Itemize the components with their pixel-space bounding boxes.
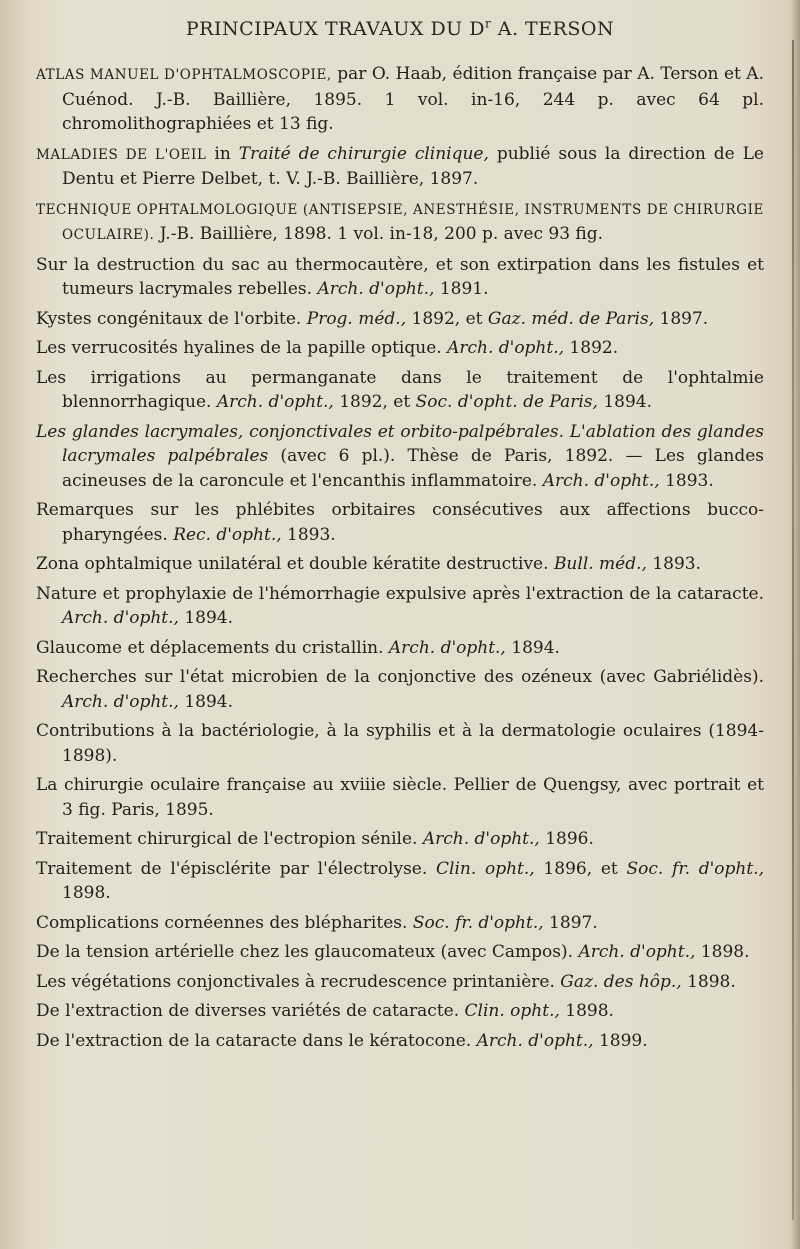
bibliography-entry	[36, 142, 764, 192]
bibliography-entry	[36, 62, 764, 137]
bibliography-entry	[36, 857, 764, 906]
entry-italic: Arch. d'opht.,	[542, 470, 660, 491]
bibliography-entry	[36, 827, 764, 852]
entry-text: Complications cornéennes des blépharites.	[36, 912, 413, 933]
header-name: A. TERSON	[491, 18, 615, 40]
entry-italic: Clin. opht.,	[436, 858, 535, 879]
entry-text: Les irrigations au permanganate dans le traitement de l'ophtalmie blennorrhagique.	[36, 367, 764, 412]
header-superscript: r	[484, 16, 492, 31]
entry-italic: Arch. d'opht.,	[388, 637, 506, 658]
entry-italic: Arch. d'opht.,	[216, 392, 334, 412]
entry-title: ATLAS MANUEL D'OPHTALMOSCOPIE,	[36, 67, 332, 83]
entry-italic: Arch. d'opht.,	[62, 608, 179, 628]
header-text: PRINCIPAUX TRAVAUX DU D	[185, 18, 485, 40]
bibliography-entry	[36, 940, 764, 965]
entry-text: 1892.	[564, 338, 619, 358]
entry-italic: Arch. d'opht.,	[476, 1030, 594, 1051]
entry-text: Remarques sur les phlébites orbitaires consécutives aux affections bucco-pharyngées.	[36, 500, 764, 545]
entry-italic: Gaz. méd. de Paris,	[487, 308, 655, 329]
bibliography-entry	[36, 307, 764, 332]
entry-text: Traitement chirurgical de l'ectropion sénile.	[36, 829, 423, 849]
entry-text: 1896, et	[534, 858, 627, 879]
entry-text: Les verrucosités hyalines de la papille optique.	[36, 338, 448, 358]
entry-italic: Rec. d'opht.,	[173, 524, 282, 545]
bibliography-entry	[36, 498, 764, 547]
bibliography-entry	[36, 582, 764, 631]
bibliography-entry	[36, 197, 764, 248]
entry-text: 1897.	[654, 308, 709, 329]
entry-text: 1894.	[178, 691, 234, 712]
page-edge-rule	[792, 40, 794, 1220]
bibliography-entry	[36, 636, 764, 661]
entry-text: publié sous la direction de Le Dentu et Pierre Delbet, t. V. J.-B. Baillière, 1897.	[62, 143, 764, 189]
bibliography-entry	[36, 420, 764, 494]
bibliography-entry	[36, 999, 764, 1024]
bibliography-entry	[36, 970, 764, 995]
entry-text: De la tension artérielle chez les glaucomateux (avec Campos).	[36, 942, 579, 962]
entry-italic: Soc. fr. d'opht.,	[412, 912, 544, 933]
entry-text: Recherches sur l'état microbien de la conjonctive des ozéneux (avec Gabriélidès).	[36, 667, 764, 687]
entry-text: 1893.	[281, 524, 336, 545]
entry-italic: Bull. méd.,	[553, 554, 647, 574]
entry-text: 1898.	[62, 883, 111, 903]
entry-text: 1891.	[434, 279, 489, 299]
entry-text: Traitement de l'épisclérite par l'électrolyse.	[36, 858, 436, 879]
entry-text: 1894.	[597, 392, 653, 412]
entry-text: Nature et prophylaxie de l'hémorrhagie expulsive après l'extraction de la cataracte.	[36, 583, 764, 604]
bibliography-entry	[36, 366, 764, 415]
entry-text: 1892, et	[406, 308, 488, 329]
entry-text: 1893.	[659, 470, 714, 491]
entry-text: Les végétations conjonctivales à recrudescence printanière.	[36, 971, 561, 992]
entry-italic: Arch. d'opht.,	[578, 942, 696, 962]
entry-text: Contributions à la bactériologie, à la syphilis et à la dermatologie oculaires (1894-1898).	[36, 721, 764, 766]
bibliography-entry	[36, 719, 764, 768]
entry-text: Glaucome et déplacements du cristallin.	[36, 637, 389, 658]
bibliography-entry	[36, 336, 764, 361]
entry-italic: Arch. d'opht.,	[62, 691, 179, 712]
entry-title: TECHNIQUE OPHTALMOLOGIQUE (ANTISEPSIE, ANESTHÉSIE, INSTRUMENTS DE CHIRURGIE OCULAIRE).	[36, 201, 764, 243]
entry-italic: Gaz. des hôp.,	[560, 971, 682, 992]
entry-text: in	[206, 143, 239, 164]
entry-text: Kystes congénitaux de l'orbite.	[36, 308, 307, 329]
entry-italic: Clin. opht.,	[464, 1001, 560, 1021]
bibliography-entry	[36, 665, 764, 714]
entry-text: La chirurgie oculaire française au xviiie siècle. Pellier de Quengsy, avec portrait et 3 fig. Paris, 1895.	[36, 775, 764, 820]
bibliography-entry	[36, 253, 764, 302]
entry-text: De l'extraction de la cataracte dans le kératocone.	[36, 1030, 477, 1051]
entry-italic: Arch. d'opht.,	[317, 279, 435, 299]
entry-text: 1896.	[539, 829, 594, 849]
entry-text: (avec 6 pl.). Thèse de Paris, 1892. — Les glandes acineuses de la caroncule et l'encanthis inflammatoire.	[62, 446, 764, 491]
entry-text: 1894.	[505, 637, 560, 658]
entry-italic: Les glandes lacrymales, conjonctivales et orbito-palpébrales. L'ablation des glandes lacrymales palpébrales	[36, 421, 764, 466]
entry-text: Sur la destruction du sac au thermocautère, et son extirpation dans les fistules et tumeurs lacrymales rebelles.	[36, 254, 764, 299]
entry-italic: Arch. d'opht.,	[422, 829, 540, 849]
entry-italic: Soc. d'opht. de Paris,	[415, 392, 598, 412]
entry-italic: Traité de chirurgie clinique,	[238, 143, 489, 164]
entry-text: 1898.	[695, 942, 750, 962]
entry-text: 1898.	[559, 1001, 614, 1021]
entry-italic: Arch. d'opht.,	[447, 338, 565, 358]
entry-text: 1898.	[681, 971, 736, 992]
entry-text: J.-B. Baillière, 1898. 1 vol. in-18, 200 p. avec 93 fig.	[154, 224, 604, 244]
entry-text: 1894.	[178, 608, 234, 628]
entry-text: 1899.	[593, 1030, 648, 1051]
bibliography-entry	[36, 911, 764, 936]
entry-italic: Soc. fr. d'opht.,	[626, 858, 764, 879]
bibliography-list	[36, 62, 764, 1053]
bibliography-entry	[36, 1029, 764, 1054]
page-header	[0, 18, 800, 40]
entry-title: MALADIES DE L'OEIL	[36, 146, 207, 163]
entry-italic: Prog. méd.,	[306, 308, 407, 329]
entry-text: par O. Haab, édition française par A. Terson et A. Cuénod. J.-B. Baillière, 1895. 1 vol. in-16, 244 p. avec 64 pl. chromolithographiées et 13 fig.	[62, 64, 764, 134]
bibliography-entry	[36, 773, 764, 822]
entry-text: Zona ophtalmique unilatéral et double kératite destructive.	[36, 554, 554, 574]
entry-text: 1897.	[543, 912, 598, 933]
entry-text: 1892, et	[333, 392, 416, 412]
entry-text: De l'extraction de diverses variétés de cataracte.	[36, 1001, 465, 1021]
bibliography-entry	[36, 552, 764, 577]
entry-text: 1893.	[646, 554, 702, 574]
